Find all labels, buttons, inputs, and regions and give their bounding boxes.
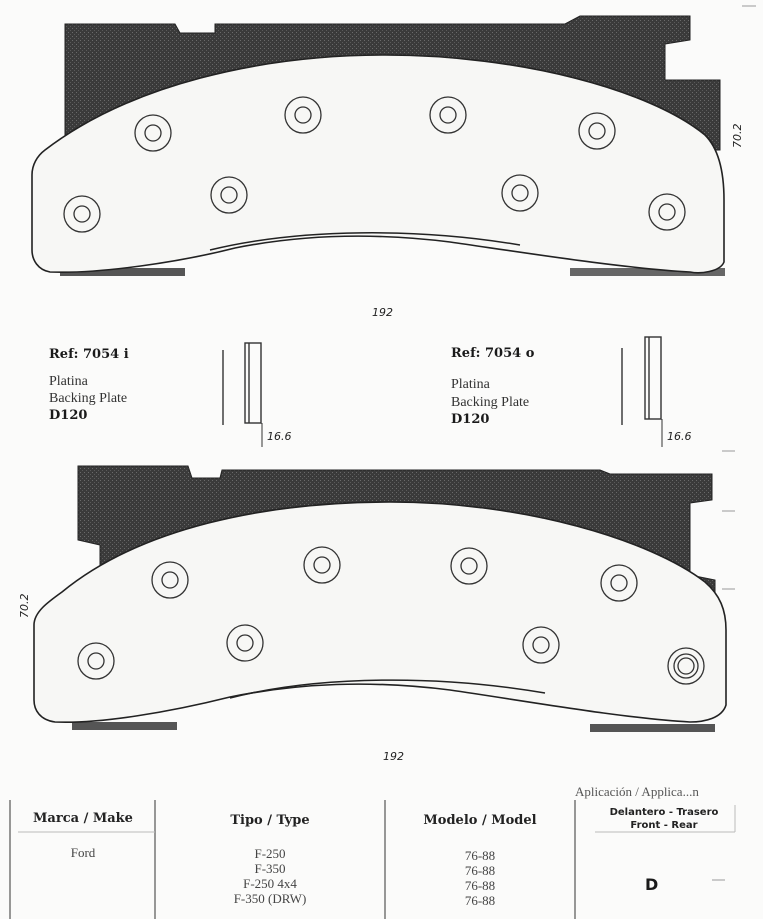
top-height-dimension: 70.2 (731, 123, 744, 148)
left-backing-plate-label: Backing Plate (49, 391, 128, 406)
model-column (390, 848, 570, 908)
list-item: 76-88 (464, 893, 496, 908)
list-item: F-350 (DRW) (233, 891, 307, 906)
application-title: Aplicación / Applica...n (575, 784, 699, 799)
cell-position: D (645, 875, 659, 894)
left-platina-label: Platina (49, 374, 88, 389)
header-type: Tipo / Type (230, 813, 310, 828)
left-thickness-dimension: 16.6 (267, 430, 292, 443)
header-model: Modelo / Model (423, 813, 537, 828)
bottom-width-dimension: 192 (383, 750, 404, 763)
list-item: F-250 4x4 (243, 876, 297, 891)
right-platina-label: Platina (451, 377, 490, 392)
list-item: 76-88 (464, 863, 496, 878)
left-ref-number: Ref: 7054 i (49, 347, 129, 362)
right-backing-plate-label: Backing Plate (451, 395, 530, 410)
cell-make: Ford (70, 845, 96, 860)
header-position-line1: Delantero - Trasero (609, 807, 719, 818)
left-side-profile (223, 343, 262, 447)
right-code: D120 (451, 412, 490, 427)
left-code: D120 (49, 408, 88, 423)
list-item: 76-88 (464, 848, 496, 863)
list-item: 76-88 (464, 878, 496, 893)
header-make: Marca / Make (33, 811, 133, 826)
bottom-height-dimension: 70.2 (18, 593, 31, 618)
right-side-profile (622, 337, 662, 447)
header-position-line2: Front - Rear (630, 820, 698, 831)
list-item: F-250 (254, 846, 286, 861)
right-ref-number: Ref: 7054 o (451, 346, 535, 361)
header-position (596, 806, 732, 832)
list-item: F-350 (254, 861, 286, 876)
type-column (160, 846, 380, 906)
top-width-dimension: 192 (372, 306, 393, 319)
right-thickness-dimension: 16.6 (667, 430, 692, 443)
